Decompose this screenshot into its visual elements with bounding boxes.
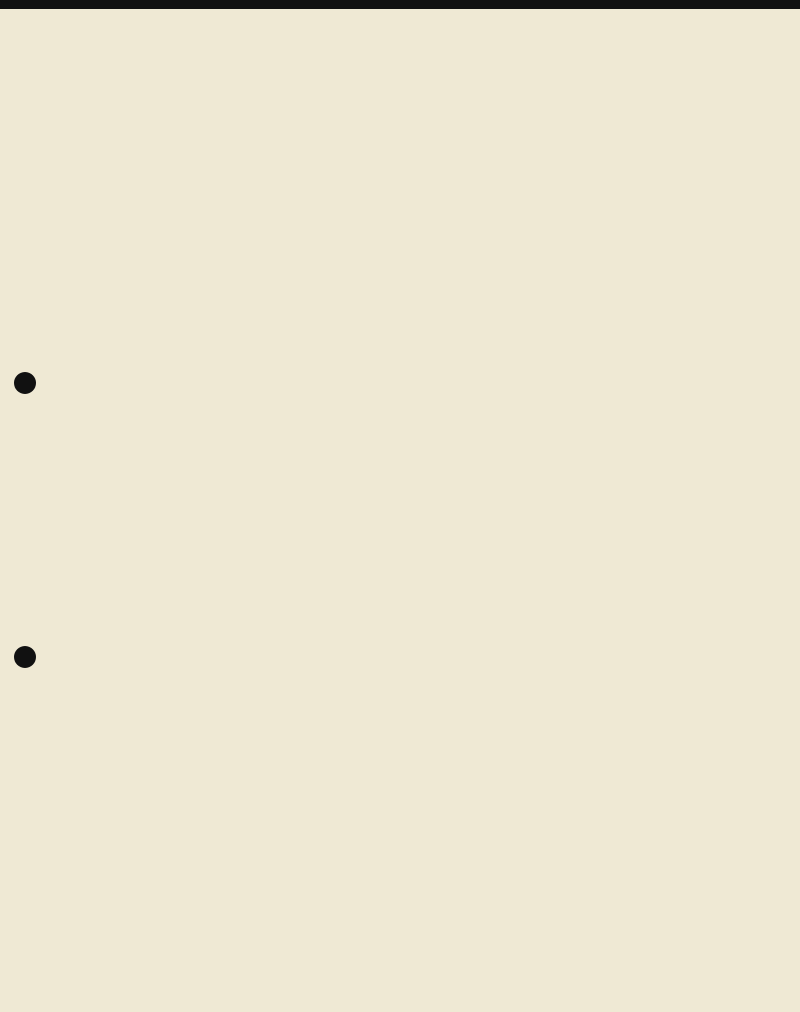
punch-hole [14,372,36,394]
scan-top-edge [0,0,800,9]
punch-hole [14,646,36,668]
